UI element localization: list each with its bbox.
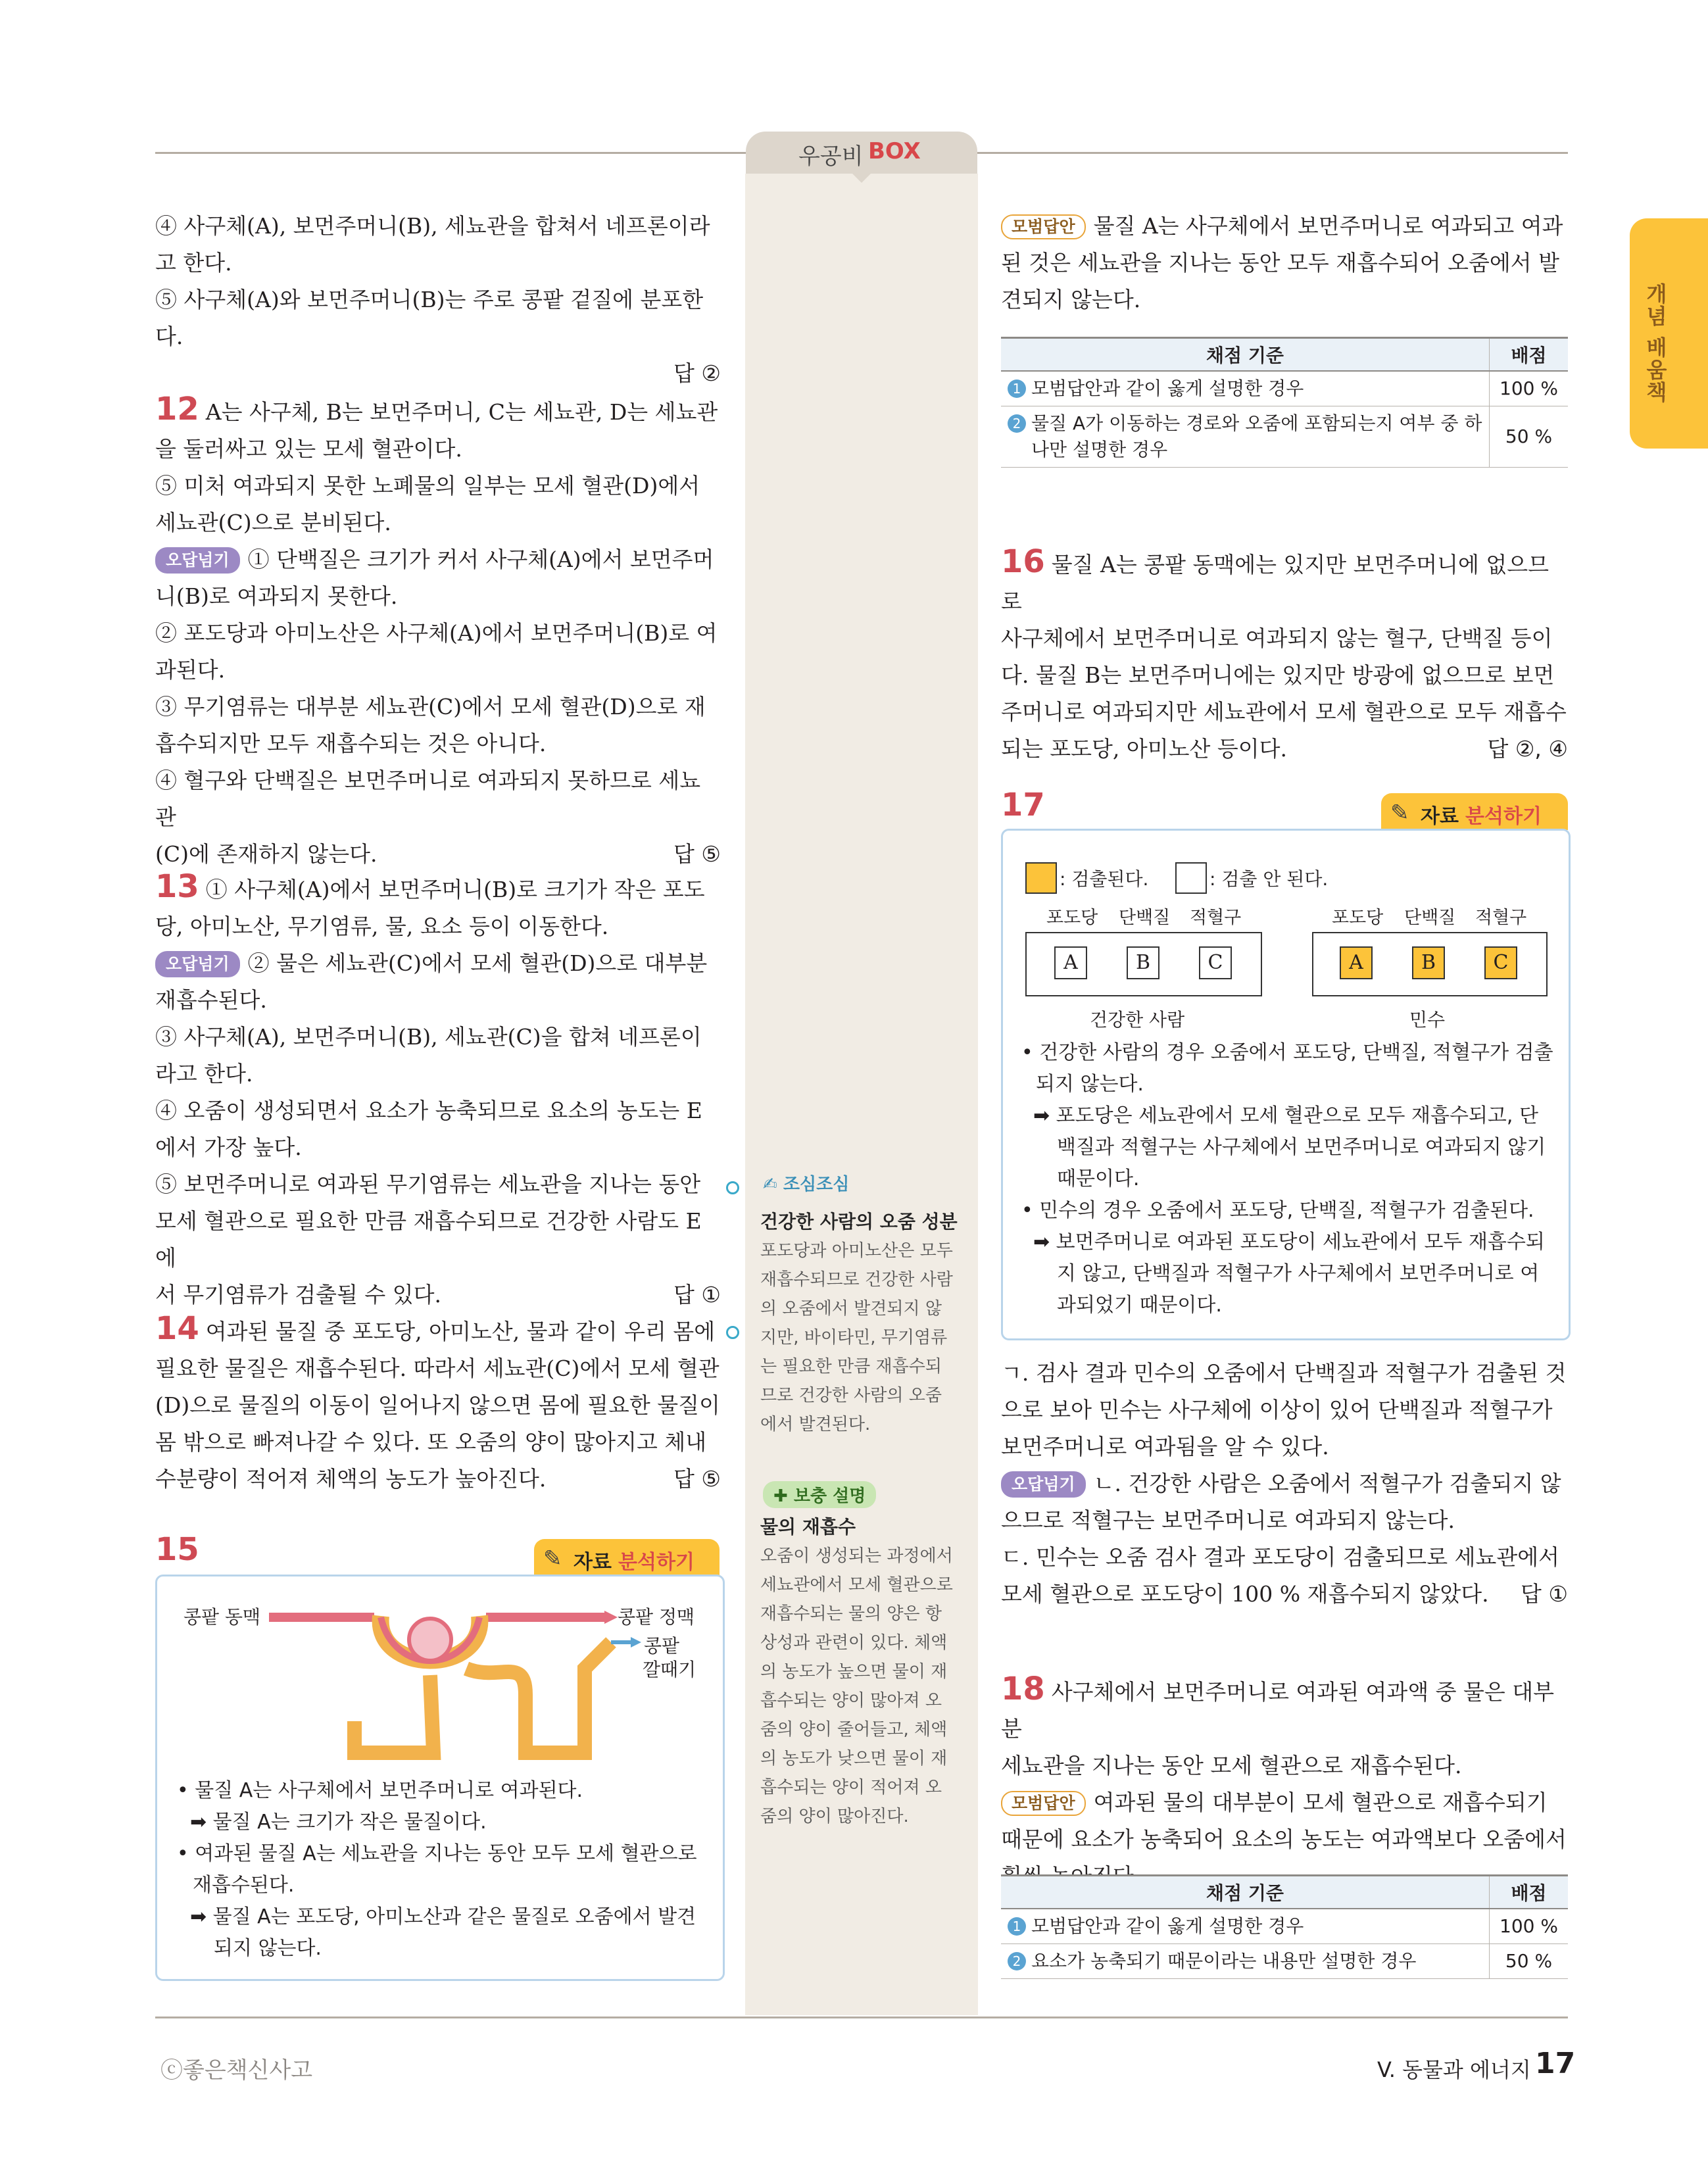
text-line: ⑤ 미처 여과되지 못한 노폐물의 일부는 모세 혈관(D)에서 bbox=[155, 473, 700, 499]
pelvis-arrow-icon bbox=[631, 1637, 641, 1648]
bullet-subitem: 지 않고, 단백질과 적혈구가 사구체에서 보먼주머니로 여 bbox=[1057, 1262, 1540, 1285]
note-line: 의 농도가 낮으면 물이 재 bbox=[760, 1749, 948, 1769]
note-tag-label: 보충 설명 bbox=[793, 1486, 866, 1506]
bullet-subitem: ➡ 포도당은 세뇨관에서 모세 혈관으로 모두 재흡수되고, 단 bbox=[1033, 1104, 1538, 1127]
text-line: ㄱ. 검사 결과 민수의 오줌에서 단백질과 적혈구가 검출된 것 bbox=[1001, 1360, 1567, 1386]
question-17-explanation bbox=[1001, 1355, 1568, 1613]
note-line: 포도당과 아미노산은 모두 bbox=[760, 1241, 953, 1261]
text-line: ④ 사구체(A), 보먼주머니(B), 세뇨관을 합쳐서 네프론이라 bbox=[155, 213, 710, 239]
healthy-label: 건강한 사람 bbox=[1090, 1009, 1185, 1031]
text-line: 물질 A는 사구체에서 보먼주머니로 여과되고 여과 bbox=[1093, 213, 1563, 239]
analysis-box-17 bbox=[1001, 829, 1571, 1340]
note-line: 지만, 바이타민, 무기염류 bbox=[760, 1328, 948, 1348]
answer-mark: 답 ① bbox=[1521, 1581, 1568, 1607]
model-answer-badge: 모범답안 bbox=[1001, 214, 1086, 239]
text-line: A는 사구체, B는 보먼주머니, C는 세뇨관, D는 세뇨관 bbox=[205, 399, 718, 425]
note-tag-label: 조심조심 bbox=[783, 1175, 850, 1194]
question-14 bbox=[155, 1310, 721, 1498]
text-line: 에서 가장 높다. bbox=[155, 1135, 302, 1160]
note-line: 는 필요한 만큼 재흡수되 bbox=[760, 1357, 942, 1377]
text-line: ㄴ. 건강한 사람은 오줌에서 적혈구가 검출되지 않 bbox=[1093, 1471, 1561, 1496]
answer-mark: 답 ②, ④ bbox=[1487, 736, 1568, 762]
note-line: 재흡수되므로 건강한 사람 bbox=[760, 1270, 953, 1290]
table-cell: 물질 A가 이동하는 경로와 오줌에 포함되는지 여부 중 하 bbox=[1031, 412, 1482, 434]
text-line: ① 단백질은 크기가 커서 사구체(A)에서 보먼주머 bbox=[247, 547, 714, 572]
note-tag bbox=[763, 1481, 876, 1508]
page-number: 17 bbox=[1535, 2047, 1576, 2080]
text-line: 과된다. bbox=[155, 657, 226, 683]
box-label-a: 우공비 bbox=[798, 143, 864, 170]
grading-table-15 bbox=[1001, 337, 1568, 468]
text-line: 흡수되지만 모두 재흡수되는 것은 아니다. bbox=[155, 731, 547, 756]
patient-box: C bbox=[1484, 946, 1517, 979]
question-16 bbox=[1001, 543, 1568, 768]
table-row bbox=[1001, 406, 1568, 468]
tubule-loop bbox=[354, 1675, 433, 1753]
text-line: ② 포도당과 아미노산은 사구체(A)에서 보먼주머니(B)로 여 bbox=[155, 620, 718, 646]
plus-icon: ✚ bbox=[773, 1486, 788, 1506]
label-renal-vein: 콩팥 정맥 bbox=[618, 1606, 695, 1628]
connector-dot bbox=[726, 1181, 739, 1194]
table-header: 배점 bbox=[1490, 1876, 1569, 1909]
healthy-box: B bbox=[1127, 946, 1159, 979]
column-label: 적혈구 bbox=[1475, 908, 1527, 928]
answer-mark: 답 ② bbox=[673, 360, 721, 386]
text-line: ③ 무기염류는 대부분 세뇨관(C)에서 모세 혈관(D)으로 재 bbox=[155, 694, 706, 720]
number-2-icon: 2 bbox=[1008, 1952, 1026, 1970]
question-12 bbox=[155, 391, 721, 873]
column-label: 적혈구 bbox=[1190, 908, 1242, 928]
bullet-item: • 여과된 물질 A는 세뇨관을 지나는 동안 모두 모세 혈관으로 bbox=[177, 1842, 697, 1865]
question-number: 18 bbox=[1001, 1671, 1045, 1707]
label-renal-artery: 콩팥 동맥 bbox=[183, 1606, 261, 1628]
bullet-item: • 물질 A는 사구체에서 보먼주머니로 여과된다. bbox=[177, 1779, 583, 1802]
glomerulus-knot bbox=[409, 1619, 451, 1661]
question-number: 17 bbox=[1001, 787, 1045, 823]
patient-box: B bbox=[1412, 946, 1445, 979]
table-cell: 요소가 농축되기 때문이라는 내용만 설명한 경우 bbox=[1031, 1950, 1417, 1972]
text-line: 으므로 적혈구는 보먼주머니로 여과되지 않는다. bbox=[1001, 1507, 1455, 1533]
legend-not-detected-label: : 검출 안 된다. bbox=[1209, 868, 1329, 890]
column-label: 포도당 bbox=[1046, 908, 1098, 928]
column-label: 단백질 bbox=[1119, 908, 1171, 928]
text-line: ㄷ. 민수는 오줌 검사 결과 포도당이 검출되므로 세뇨관에서 bbox=[1001, 1544, 1559, 1570]
label-renal-pelvis: 깔때기 bbox=[643, 1659, 696, 1680]
text-line: ④ 혈구와 단백질은 보먼주머니로 여과되지 못하므로 세뇨관 bbox=[155, 768, 701, 830]
box-label-b: BOX bbox=[868, 138, 921, 164]
table-header: 배점 bbox=[1490, 338, 1569, 372]
table-header: 채점 기준 bbox=[1001, 1876, 1490, 1909]
text-line: 물질 A는 콩팥 동맥에는 있지만 보먼주머니에 없으므로 bbox=[1001, 552, 1549, 614]
text-line: 수분량이 적어져 체액의 농도가 높아진다. bbox=[155, 1466, 547, 1492]
table-cell: 100 % bbox=[1490, 1909, 1569, 1944]
text-line: ② 물은 세뇨관(C)에서 모세 혈관(D)으로 대부분 bbox=[247, 950, 708, 976]
text-line: 을 둘러싸고 있는 모세 혈관이다. bbox=[155, 436, 462, 462]
bullet-subitem: ➡ 보먼주머니로 여과된 포도당이 세뇨관에서 모두 재흡수되 bbox=[1033, 1231, 1545, 1254]
question-number: 15 bbox=[155, 1531, 199, 1568]
analysis-tab bbox=[1381, 793, 1568, 830]
analysis-tab-label-a: 자료 bbox=[573, 1551, 612, 1574]
grading-table-18 bbox=[1001, 1874, 1568, 1979]
bullet-subitem: 되지 않는다. bbox=[214, 1937, 322, 1960]
side-tab-label: 개념 배움책 bbox=[1643, 283, 1668, 404]
analysis-tab-label-a: 자료 bbox=[1421, 805, 1459, 828]
note-tag bbox=[763, 1171, 849, 1195]
note-line: 줌의 양이 많아진다. bbox=[760, 1807, 909, 1826]
bullet-subitem: 백질과 적혈구는 사구체에서 보먼주머니로 여과되지 않기 bbox=[1057, 1136, 1546, 1159]
table-cell: 모범답안과 같이 옳게 설명한 경우 bbox=[1031, 1915, 1304, 1937]
text-line: 견되지 않는다. bbox=[1001, 287, 1141, 312]
answer-mark: 답 ⑤ bbox=[673, 1466, 721, 1492]
note-line: 의 오줌에서 발견되지 않 bbox=[760, 1299, 942, 1319]
text-line: ④ 오줌이 생성되면서 요소가 농축되므로 요소의 농도는 E bbox=[155, 1098, 702, 1123]
text-line: ⑤ 사구체(A)와 보먼주머니(B)는 주로 콩팥 겉질에 분포한다. bbox=[155, 287, 704, 349]
question-18 bbox=[1001, 1671, 1568, 1895]
bullet-item: 재흡수된다. bbox=[193, 1874, 295, 1897]
label-renal-pelvis: 콩팥 bbox=[644, 1635, 680, 1657]
note-line: 세뇨관에서 모세 혈관으로 bbox=[760, 1575, 953, 1595]
note-line: 오줌이 생성되는 과정에서 bbox=[760, 1546, 953, 1566]
wrong-answer-badge: 오답넘기 bbox=[1001, 1471, 1086, 1498]
text-line: 모세 혈관으로 필요한 만큼 재흡수되므로 건강한 사람도 E에 bbox=[155, 1208, 702, 1271]
question-number: 13 bbox=[155, 868, 199, 905]
text-line: 세뇨관을 지나는 동안 모세 혈관으로 재흡수된다. bbox=[1001, 1753, 1462, 1778]
text-line: 여과된 물질 중 포도당, 아미노산, 물과 같이 우리 몸에 bbox=[205, 1319, 716, 1344]
model-answer-badge: 모범답안 bbox=[1001, 1791, 1086, 1816]
patient-label: 민수 bbox=[1409, 1009, 1446, 1031]
number-1-icon: 1 bbox=[1008, 379, 1026, 398]
text-line: 서 무기염류가 검출될 수 있다. bbox=[155, 1282, 441, 1307]
text-line: 사구체에서 보먼주머니로 여과된 여과액 중 물은 대부분 bbox=[1001, 1679, 1555, 1742]
bullet-subitem: ➡ 물질 A는 포도당, 아미노산과 같은 물질로 오줌에서 발견 bbox=[190, 1905, 696, 1928]
table-header: 채점 기준 bbox=[1001, 338, 1490, 372]
text-line: 사구체에서 보먼주머니로 여과되지 않는 혈구, 단백질 등이 bbox=[1001, 625, 1553, 651]
column-label: 단백질 bbox=[1404, 908, 1456, 928]
text-line: 으로 보아 민수는 사구체에 이상이 있어 단백질과 적혈구가 bbox=[1001, 1397, 1553, 1423]
question-13 bbox=[155, 868, 721, 1313]
text-line: 세뇨관(C)으로 분비된다. bbox=[155, 510, 391, 535]
analysis-tab bbox=[534, 1539, 720, 1576]
note-line: 상성과 관련이 있다. 체액 bbox=[760, 1633, 948, 1653]
bullet-subitem: 과되었기 때문이다. bbox=[1057, 1294, 1222, 1317]
note-line: 의 농도가 높으면 물이 재 bbox=[760, 1662, 948, 1682]
table-cell: 50 % bbox=[1490, 406, 1569, 468]
text-line: 주머니로 여과되지만 세뇨관에서 모세 혈관으로 모두 재흡수 bbox=[1001, 699, 1567, 725]
side-note-2 bbox=[760, 1513, 972, 1831]
analysis-box-15 bbox=[155, 1575, 725, 1981]
table-cell: 100 % bbox=[1490, 371, 1569, 406]
table-cell: 50 % bbox=[1490, 1944, 1569, 1979]
text-line: 된 것은 세뇨관을 지나는 동안 모두 재흡수되어 오줌에서 발 bbox=[1001, 250, 1559, 276]
text-line: 여과된 물의 대부분이 모세 혈관으로 재흡수되기 bbox=[1093, 1790, 1548, 1815]
text-line: 다. 물질 B는 보먼주머니에는 있지만 방광에 없으므로 보먼 bbox=[1001, 662, 1555, 688]
table-cell: 나만 설명한 경우 bbox=[1031, 439, 1168, 460]
bullet-item: • 건강한 사람의 경우 오줌에서 포도당, 단백질, 적혈구가 검출 bbox=[1021, 1041, 1553, 1064]
note-line: 재흡수되는 물의 양은 항 bbox=[760, 1604, 942, 1624]
healthy-box: C bbox=[1199, 946, 1232, 979]
bullet-item: 되지 않는다. bbox=[1036, 1073, 1144, 1096]
text-line: 몸 밖으로 빠져나갈 수 있다. 또 오줌의 양이 많아지고 체내 bbox=[155, 1429, 707, 1455]
text-line: 재흡수된다. bbox=[155, 987, 267, 1013]
legend-not-detected-swatch bbox=[1175, 862, 1207, 894]
side-note-1 bbox=[760, 1208, 972, 1439]
text-line: 고 한다. bbox=[155, 250, 232, 276]
text-line: 모세 혈관으로 포도당이 100 % 재흡수되지 않았다. bbox=[1001, 1581, 1489, 1607]
table-row bbox=[1001, 1944, 1568, 1979]
note-line: 에서 발견된다. bbox=[760, 1415, 871, 1434]
wrong-answer-badge: 오답넘기 bbox=[155, 547, 240, 574]
patient-box: A bbox=[1340, 946, 1373, 979]
legend-detected-label: : 검출된다. bbox=[1060, 868, 1149, 890]
question-number: 12 bbox=[155, 391, 199, 428]
text-line: 보먼주머니로 여과됨을 알 수 있다. bbox=[1001, 1434, 1329, 1459]
tubule bbox=[466, 1642, 611, 1753]
q15-model-answer bbox=[1001, 208, 1568, 318]
connector-dot bbox=[726, 1326, 739, 1339]
note-title: 건강한 사람의 오줌 성분 bbox=[760, 1211, 958, 1233]
bullet-subitem: ➡ 물질 A는 크기가 작은 물질이다. bbox=[190, 1811, 487, 1834]
bullet-item: • 민수의 경우 오줌에서 포도당, 단백질, 적혈구가 검출된다. bbox=[1021, 1199, 1534, 1222]
text-line: 되는 포도당, 아미노산 등이다. bbox=[1001, 736, 1287, 762]
warning-icon: ✍ bbox=[763, 1175, 777, 1194]
number-1-icon: 1 bbox=[1008, 1917, 1026, 1936]
text-line: (C)에 존재하지 않는다. bbox=[155, 841, 378, 867]
analysis-tab-label-b: 분석하기 bbox=[1465, 805, 1542, 828]
note-line: 므로 건강한 사람의 오줌 bbox=[760, 1386, 942, 1405]
text-line: 니(B)로 여과되지 못한다. bbox=[155, 583, 398, 609]
wrong-answer-badge: 오답넘기 bbox=[155, 951, 240, 977]
table-row bbox=[1001, 371, 1568, 406]
text-line: ① 사구체(A)에서 보먼주머니(B)로 크기가 작은 포도 bbox=[205, 877, 705, 902]
answer-mark: 답 ① bbox=[673, 1282, 721, 1307]
footer-rule bbox=[155, 2016, 1568, 2018]
publisher: ⓒ좋은책신사고 bbox=[160, 2057, 313, 2084]
text-line: 때문에 요소가 농축되어 요소의 농도는 여과액보다 오줌에서 bbox=[1001, 1826, 1567, 1852]
box-tab bbox=[746, 132, 977, 174]
question-number: 14 bbox=[155, 1310, 199, 1347]
column-label: 포도당 bbox=[1332, 908, 1384, 928]
text-line: ⑤ 보먼주머니로 여과된 무기염류는 세뇨관을 지나는 동안 bbox=[155, 1171, 701, 1197]
text-line: 라고 한다. bbox=[155, 1061, 253, 1087]
pencil-icon: ✎ bbox=[543, 1546, 562, 1572]
question-number: 16 bbox=[1001, 543, 1045, 580]
table-cell: 모범답안과 같이 옳게 설명한 경우 bbox=[1031, 378, 1304, 399]
note-line: 흡수되는 양이 많아져 오 bbox=[760, 1691, 942, 1711]
answer-mark: 답 ⑤ bbox=[673, 841, 721, 867]
note-title: 물의 재흡수 bbox=[760, 1516, 856, 1538]
vein-arrow-icon bbox=[604, 1611, 618, 1624]
table-row bbox=[1001, 1909, 1568, 1944]
chapter-title: V. 동물과 에너지 bbox=[1377, 2057, 1531, 2082]
text-line: 당, 아미노산, 무기염류, 물, 요소 등이 이동한다. bbox=[155, 914, 609, 939]
text-line: ③ 사구체(A), 보먼주머니(B), 세뇨관(C)을 합쳐 네프론이 bbox=[155, 1024, 702, 1050]
left-continuation bbox=[155, 208, 721, 392]
healthy-box: A bbox=[1054, 946, 1087, 979]
number-2-icon: 2 bbox=[1008, 414, 1026, 433]
bullet-subitem: 때문이다. bbox=[1057, 1167, 1140, 1190]
pencil-icon: ✎ bbox=[1390, 800, 1409, 826]
legend-detected-swatch bbox=[1025, 862, 1057, 894]
note-line: 줌의 양이 줄어들고, 체액 bbox=[760, 1720, 948, 1740]
text-line: (D)으로 물질의 이동이 일어나지 않으면 몸에 필요한 물질이 bbox=[155, 1392, 720, 1418]
text-line: 필요한 물질은 재흡수된다. 따라서 세뇨관(C)에서 모세 혈관 bbox=[155, 1356, 720, 1381]
note-line: 흡수되는 양이 적어져 오 bbox=[760, 1778, 942, 1797]
analysis-tab-label-b: 분석하기 bbox=[618, 1551, 695, 1574]
box-tab-arrow bbox=[852, 174, 871, 183]
